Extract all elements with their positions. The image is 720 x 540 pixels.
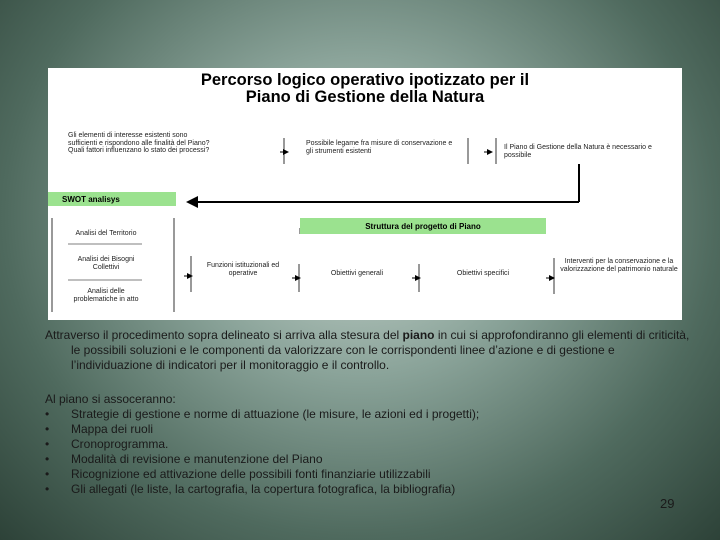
bullet: • bbox=[45, 422, 50, 436]
analysis-item: Analisi dei Bisogni Collettivi bbox=[77, 256, 135, 271]
box-top-right: Il Piano di Gestione della Natura è necessario e possibile bbox=[504, 144, 652, 159]
swot-label: SWOT analisys bbox=[62, 194, 120, 204]
structure-label: Struttura del progetto di Piano bbox=[365, 221, 481, 231]
box-top-middle: Possibile legame fra misure di conservazione e gli strumenti esistenti bbox=[306, 140, 453, 155]
box-top-left: Gli elementi di interesse esistenti sono sufficienti e rispondono alle finalità del Piano? Quali fattori influenzano lo stato dei processi? bbox=[68, 132, 210, 154]
bullet: • bbox=[45, 452, 50, 466]
analysis-item: Analisi del Territorio bbox=[75, 230, 137, 237]
list-item-text: Gli allegati (le liste, la cartografia, la copertura fotografica, la bibliografia) bbox=[71, 482, 456, 496]
list-title: Al piano si assoceranno: bbox=[45, 392, 176, 406]
list-item bbox=[45, 452, 695, 467]
bullet: • bbox=[45, 467, 50, 481]
process-diagram bbox=[48, 68, 682, 320]
bullet: • bbox=[45, 407, 50, 421]
bullet: • bbox=[45, 437, 50, 451]
step-objectives: Obiettivi generali bbox=[330, 270, 384, 277]
list-item bbox=[45, 437, 695, 452]
bullet: • bbox=[45, 482, 50, 496]
intro-before: Attraverso il procedimento sopra delineato si arriva alla stesura del bbox=[45, 328, 403, 342]
list-item-text: Strategie di gestione e norme di attuazione (le misure, le azioni ed i progetti); bbox=[71, 407, 480, 421]
list-item bbox=[45, 422, 695, 437]
intro-after: in cui si approfondiranno gli elementi di criticità, le possibili soluzioni e le componenti da valorizzare con le corrispondenti linee d’azione e di gestione e l’individuazione di indicatori per il monitoraggio e il controllo. bbox=[71, 328, 690, 372]
plan-list bbox=[45, 407, 695, 497]
list-item bbox=[45, 482, 695, 497]
step-interventions: Interventi per la conservazione e la valorizzazione del patrimonio naturale bbox=[560, 258, 678, 273]
intro-paragraph bbox=[45, 328, 695, 373]
analysis-item: Analisi delle problematiche in atto bbox=[73, 288, 139, 303]
intro-bold: piano bbox=[402, 328, 435, 342]
list-item-text: Mappa dei ruoli bbox=[71, 422, 154, 436]
structure-bar bbox=[300, 218, 546, 234]
step-specific: Obiettivi specifici bbox=[456, 270, 510, 277]
slide-body bbox=[45, 328, 695, 497]
list-item-text: Ricognizione ed attivazione delle possibili fonti finanziarie utilizzabili bbox=[71, 467, 431, 481]
list-item-text: Cronoprogramma. bbox=[71, 437, 169, 451]
page-number: 29 bbox=[660, 496, 675, 511]
list-item bbox=[45, 407, 695, 422]
step-functions: Funzioni istituzionali ed operative bbox=[206, 262, 280, 277]
swot-bar bbox=[48, 192, 176, 206]
diagram-title bbox=[48, 72, 682, 106]
list-item bbox=[45, 467, 695, 482]
diagram-title-line2: Piano di Gestione della Natura bbox=[245, 88, 485, 106]
list-item-text: Modalità di revisione e manutenzione del Piano bbox=[71, 452, 323, 466]
diagram-title-line1: Percorso logico operativo ipotizzato per il bbox=[200, 71, 530, 89]
